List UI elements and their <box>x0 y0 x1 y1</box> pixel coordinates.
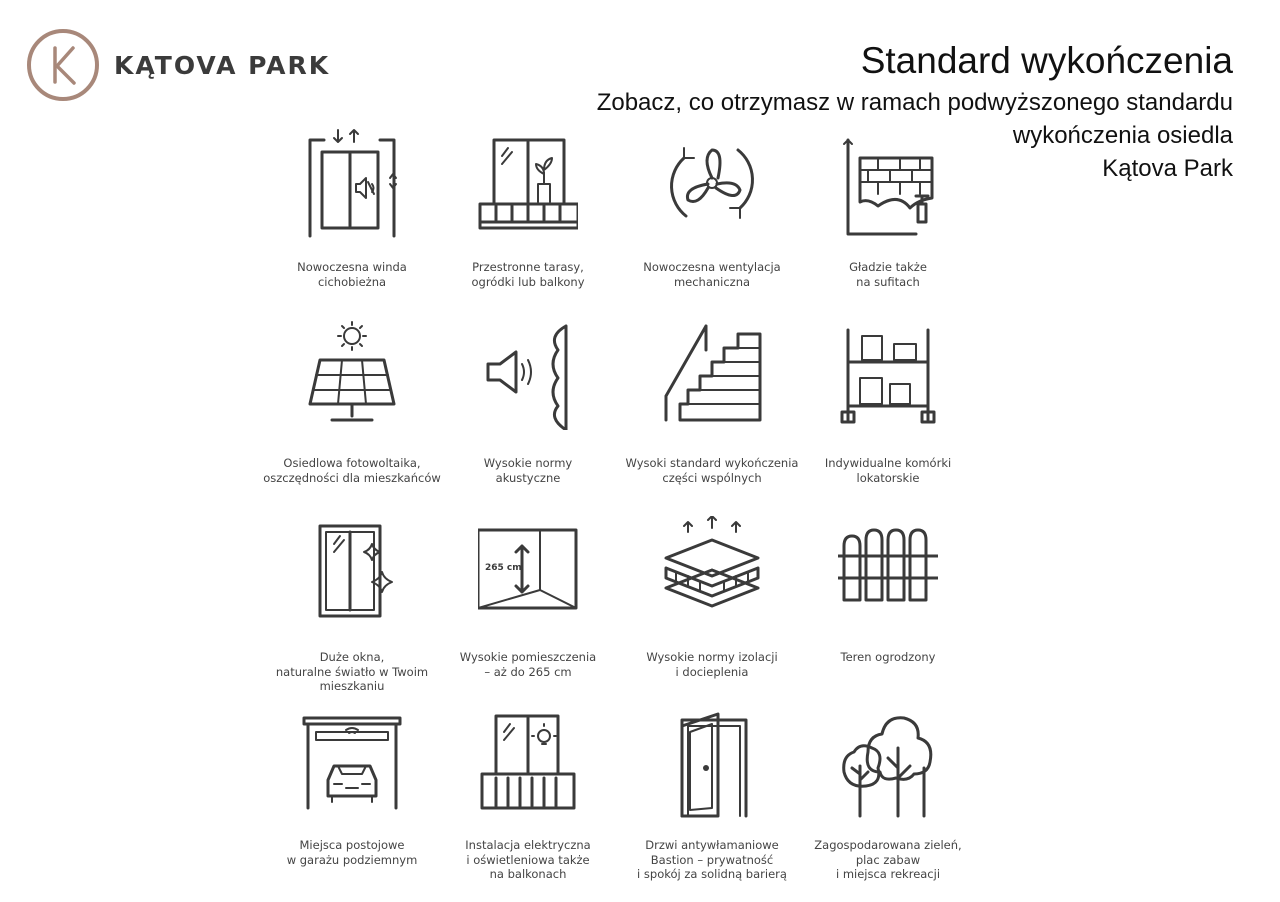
room-height-icon <box>478 516 578 626</box>
feature-label: Wysoki standard wykończenia części wspólnych <box>625 456 799 485</box>
feature-label: Nowoczesna winda cichobieżna <box>297 260 407 289</box>
stairs-icon <box>662 320 762 430</box>
fence-icon <box>838 516 938 626</box>
window-icon <box>302 516 402 626</box>
feature-label: Drzwi antywłamaniowe Bastion – prywatność i spokój za solidną barierą <box>637 838 787 881</box>
trees-icon <box>838 712 938 822</box>
feature-label: Zagospodarowana zieleń, plac zabaw i miejsca rekreacji <box>814 838 962 881</box>
garage-icon <box>302 712 402 822</box>
feature-label: Instalacja elektryczna i oświetleniowa także na balkonach <box>465 838 591 881</box>
balcony-icon <box>478 128 578 238</box>
logo-mark-icon <box>26 28 100 102</box>
plastering-icon <box>838 128 938 238</box>
subtitle-line: Zobacz, co otrzymasz w ramach podwyższonego standardu <box>596 89 1233 116</box>
feature-label: Osiedlowa fotowoltaika, oszczędności dla mieszkańców <box>263 456 441 485</box>
page-title: Standard wykończenia <box>860 40 1233 81</box>
subtitle-line: wykończenia osiedla <box>1012 122 1233 149</box>
feature-label: Indywidualne komórki lokatorskie <box>824 456 952 485</box>
feature-label: Duże okna, naturalne światło w Twoim mieszkaniu <box>275 650 429 693</box>
door-icon <box>662 712 762 822</box>
logo <box>26 28 330 102</box>
fan-icon <box>662 128 762 238</box>
feature-label: Przestronne tarasy, ogródki lub balkony <box>471 260 585 289</box>
subtitle-line: Kątova Park <box>1102 155 1233 182</box>
feature-label: Wysokie normy izolacji i docieplenia <box>646 650 778 679</box>
feature-label: Miejsca postojowe w garażu podziemnym <box>286 838 418 867</box>
feature-label: Wysokie pomieszczenia – aż do 265 cm <box>459 650 597 679</box>
solar-panel-icon <box>302 320 402 430</box>
acoustic-icon <box>478 320 578 430</box>
elevator-icon <box>302 128 402 238</box>
storage-shelf-icon <box>838 320 938 430</box>
feature-label: Teren ogrodzony <box>840 650 936 664</box>
brand-name: KĄTOVA PARK <box>114 50 331 80</box>
balcony-light-icon <box>478 712 578 822</box>
feature-label: Wysokie normy akustyczne <box>483 456 573 485</box>
height-text: 265 cm <box>485 563 522 573</box>
feature-label: Nowoczesna wentylacja mechaniczna <box>643 260 781 289</box>
feature-label: Gładzie także na sufitach <box>849 260 927 289</box>
insulation-icon <box>662 516 762 626</box>
